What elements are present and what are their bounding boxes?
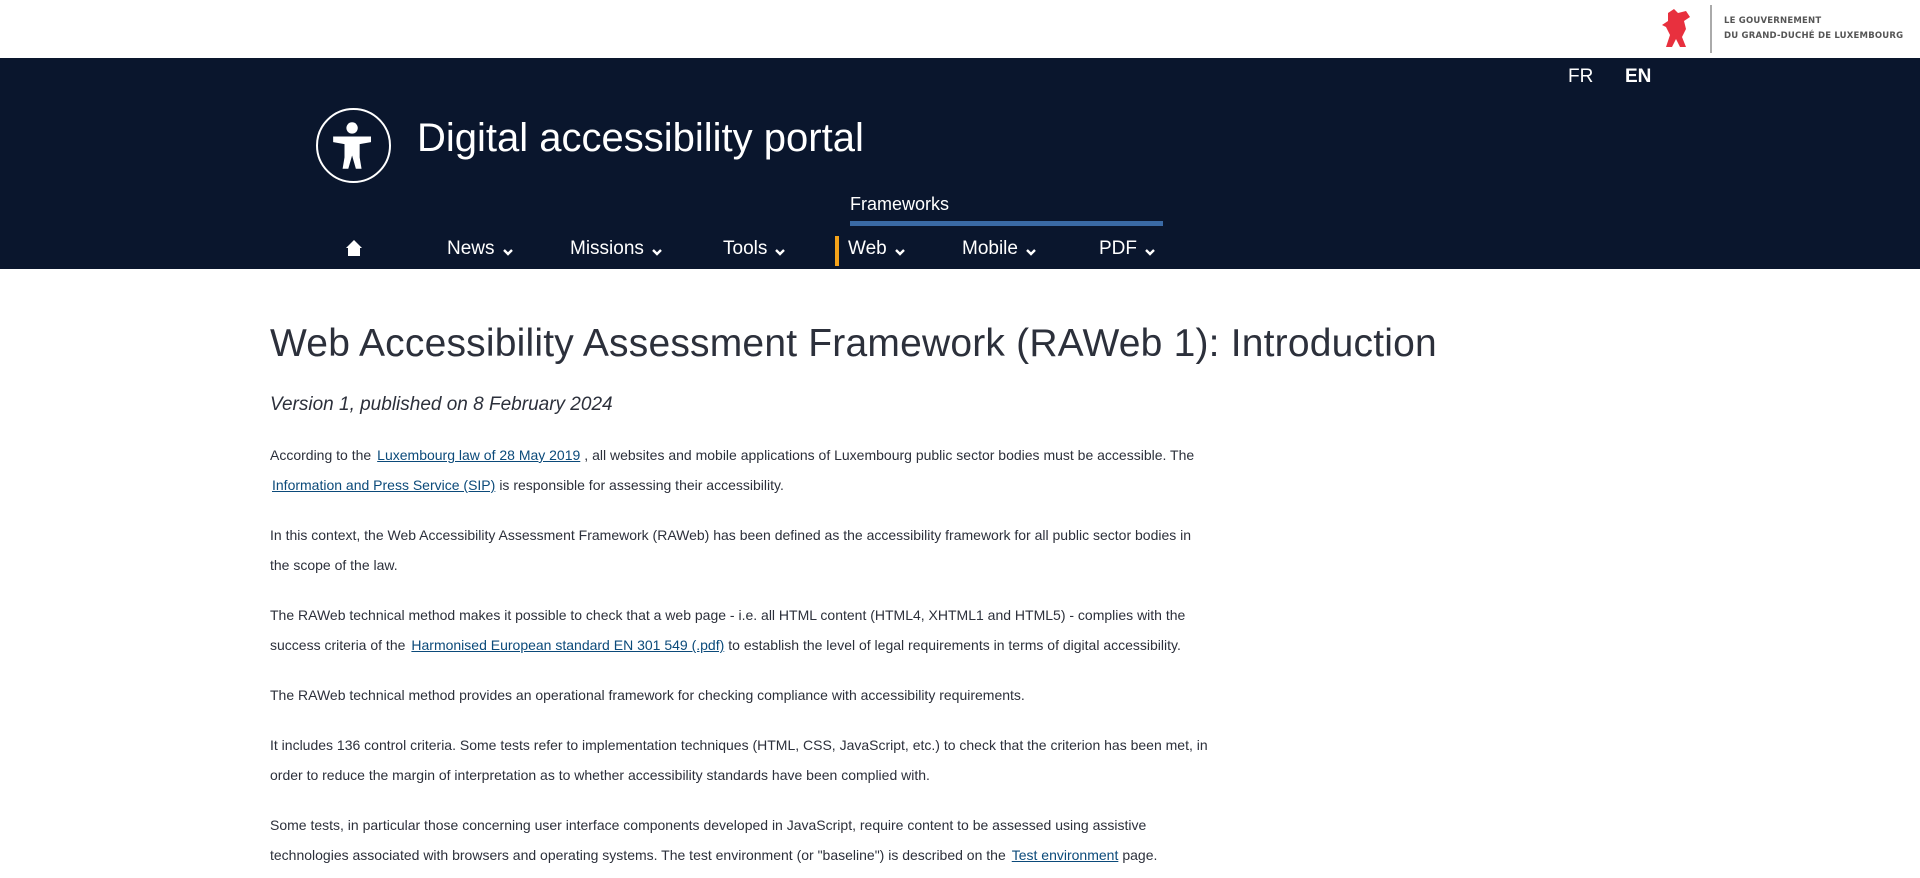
nav-mobile[interactable] bbox=[962, 238, 1036, 260]
luxembourg-law-link[interactable]: Luxembourg law of 28 May 2019 bbox=[377, 447, 581, 463]
text: According to the bbox=[270, 447, 372, 463]
sip-link[interactable]: Information and Press Service (SIP) bbox=[272, 477, 496, 493]
page-title: Web Accessibility Assessment Framework (RAWeb 1): Introduction bbox=[270, 322, 1437, 365]
nav-label: News bbox=[447, 238, 495, 259]
chevron-down-icon bbox=[1026, 247, 1036, 257]
nav-label: Web bbox=[848, 238, 887, 259]
home-link[interactable] bbox=[344, 238, 364, 258]
text: The RAWeb technical method makes it possible to check that a web page - i.e. all HTML content (HTML4, XHTML1 and HTML5) - complies with the bbox=[270, 607, 1186, 623]
subnav-active-bar bbox=[850, 221, 1163, 226]
text: to establish the level of legal requirements in terms of digital accessibility. bbox=[728, 637, 1181, 653]
site-header bbox=[0, 58, 1920, 269]
chevron-down-icon bbox=[895, 247, 905, 257]
chevron-down-icon bbox=[503, 247, 513, 257]
text: is responsible for assessing their accessibility. bbox=[499, 477, 784, 493]
version-info: Version 1, published on 8 February 2024 bbox=[270, 394, 613, 415]
gov-line-1: LE GOUVERNEMENT bbox=[1724, 16, 1822, 26]
lang-en-link[interactable]: EN bbox=[1625, 66, 1652, 87]
nav-label: PDF bbox=[1099, 238, 1137, 259]
government-bar bbox=[0, 0, 1920, 58]
paragraph-framework: The RAWeb technical method provides an operational framework for checking compliance with accessibility requirements. bbox=[270, 687, 1025, 703]
paragraph-intro bbox=[270, 440, 1670, 500]
site-title[interactable]: Digital accessibility portal bbox=[417, 116, 864, 160]
text: It includes 136 control criteria. Some tests refer to implementation techniques (HTML, CSS, JavaScript, etc.) to check that the criterion has been met, in bbox=[270, 737, 1208, 753]
text: order to reduce the margin of interpretation as to whether accessibility standards have been complied with. bbox=[270, 767, 930, 783]
nav-news[interactable] bbox=[447, 238, 513, 260]
en-301-549-link[interactable]: Harmonised European standard EN 301 549 (.pdf) bbox=[411, 637, 725, 653]
text: , all websites and mobile applications of Luxembourg public sector bodies must be accessible. The bbox=[584, 447, 1195, 463]
accessibility-icon[interactable] bbox=[316, 108, 391, 183]
nav-pdf[interactable] bbox=[1099, 238, 1155, 260]
nav-tools[interactable] bbox=[723, 238, 785, 260]
nav-web[interactable] bbox=[848, 238, 905, 260]
paragraph-context bbox=[270, 520, 1670, 580]
gov-line-2: DU GRAND-DUCHÉ DE LUXEMBOURG bbox=[1724, 31, 1904, 41]
paragraph-tests bbox=[270, 810, 1670, 870]
nav-label: Mobile bbox=[962, 238, 1018, 259]
chevron-down-icon bbox=[775, 247, 785, 257]
paragraph-criteria bbox=[270, 730, 1670, 790]
home-icon bbox=[344, 238, 364, 258]
nav-label: Tools bbox=[723, 238, 768, 259]
nav-label: Missions bbox=[570, 238, 644, 259]
main-content bbox=[270, 318, 1670, 870]
nav-missions[interactable] bbox=[570, 238, 662, 260]
lang-fr-link[interactable]: FR bbox=[1568, 66, 1594, 87]
chevron-down-icon bbox=[652, 247, 662, 257]
red-lion-icon bbox=[1660, 7, 1694, 51]
text: the scope of the law. bbox=[270, 557, 398, 573]
divider bbox=[1710, 5, 1712, 53]
text: technologies associated with browsers and operating systems. The test environment (or "baseline") is described on the bbox=[270, 847, 1006, 863]
text: In this context, the Web Accessibility Assessment Framework (RAWeb) has been defined as the accessibility framework for all public sector bodies in bbox=[270, 527, 1192, 543]
text: page. bbox=[1122, 847, 1158, 863]
text: success criteria of the bbox=[270, 637, 406, 653]
text: Some tests, in particular those concerning user interface components developed in JavaScript, require content to be assessed using assistive bbox=[270, 817, 1147, 833]
active-nav-marker bbox=[835, 236, 839, 266]
government-logo[interactable] bbox=[1660, 5, 1903, 53]
chevron-down-icon bbox=[1145, 247, 1155, 257]
paragraph-method bbox=[270, 600, 1670, 660]
test-environment-link[interactable]: Test environment bbox=[1011, 847, 1119, 863]
subnav-frameworks[interactable]: Frameworks bbox=[850, 194, 950, 214]
